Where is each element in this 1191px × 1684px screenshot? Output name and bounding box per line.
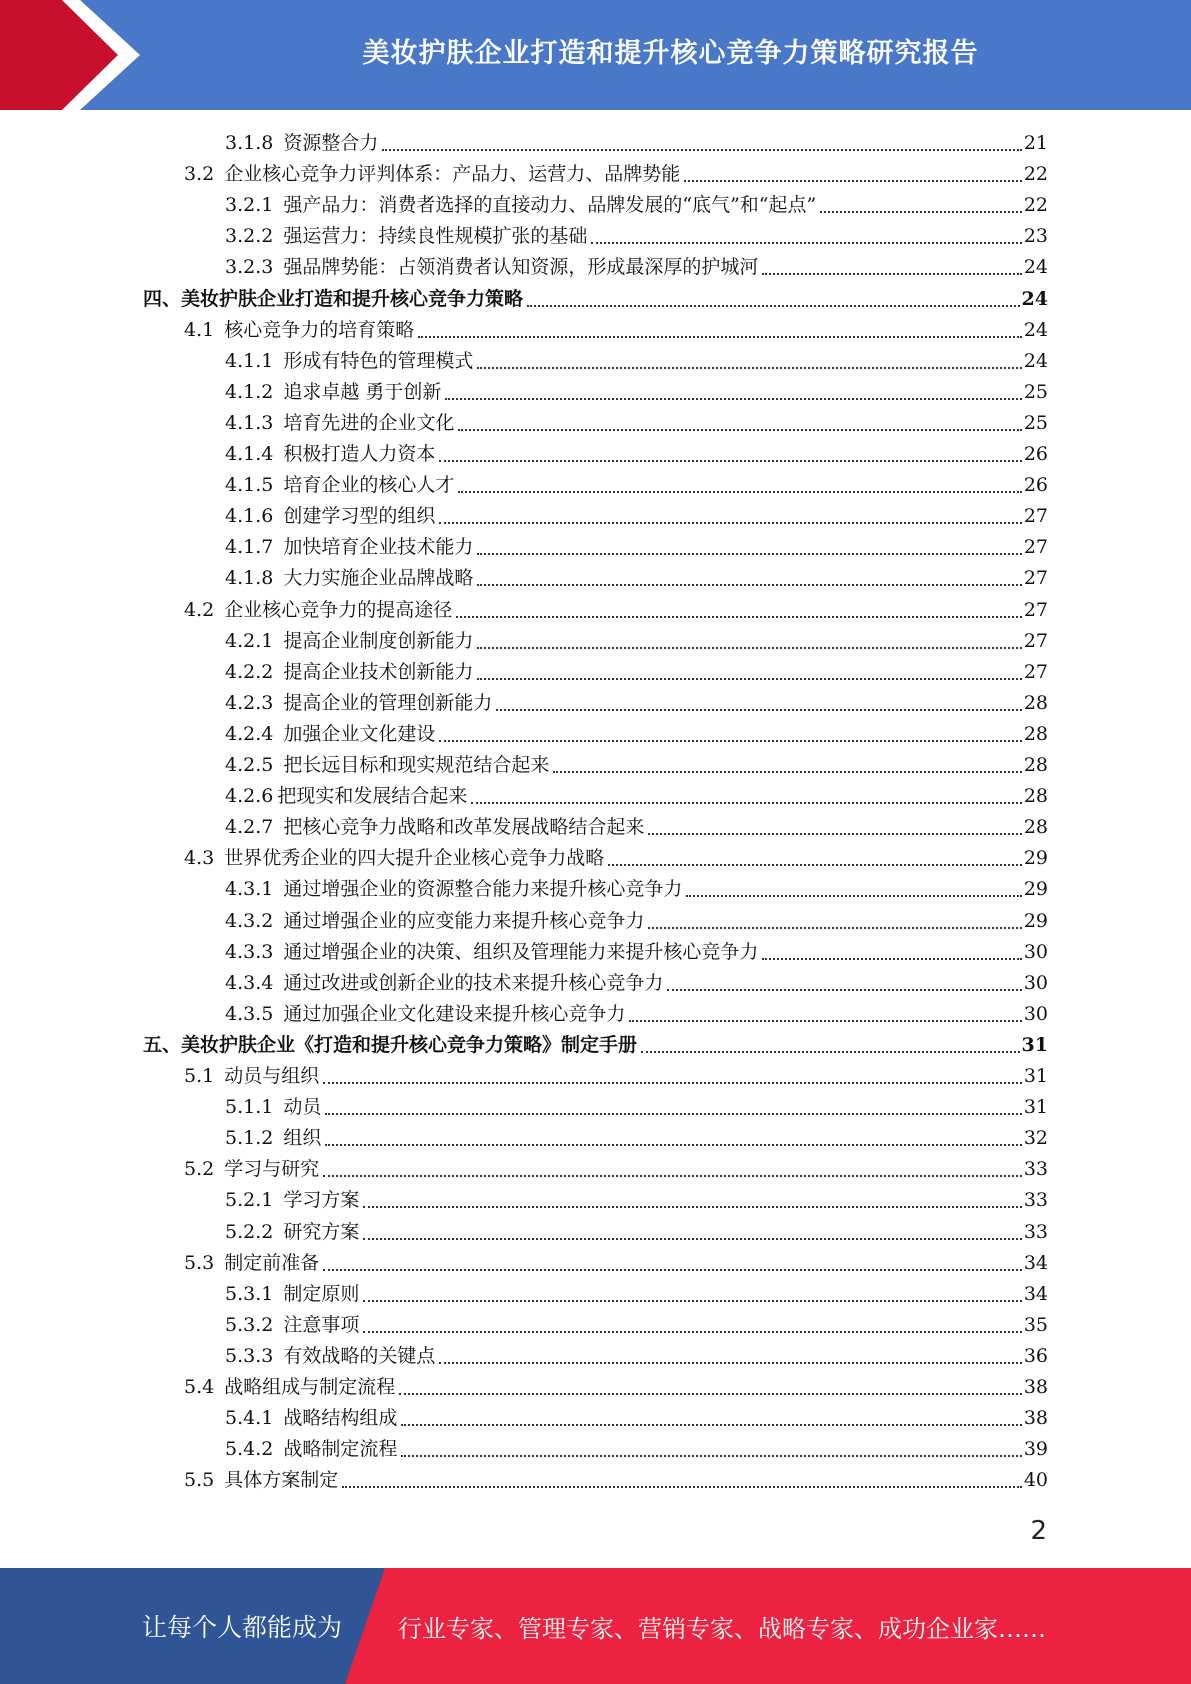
toc-entry[interactable] <box>184 315 1048 346</box>
toc-entry[interactable] <box>184 1248 1048 1279</box>
toc-entry-number: 4.1.6 <box>225 505 274 528</box>
toc-entry-number: 4.2.7 <box>225 816 274 839</box>
toc-entry-number: 4.1 <box>184 318 215 341</box>
toc-entry-number: 3.1.8 <box>225 132 274 154</box>
toc-entry-number: 4.2.6 <box>225 785 274 808</box>
toc-entry-number: 5.1.1 <box>225 1096 274 1119</box>
toc-entry[interactable] <box>225 750 1048 781</box>
toc-leader-dots <box>439 459 1021 462</box>
toc-entry-title: 提高企业制度创新能力 <box>283 629 474 652</box>
toc-entry-page: 28 <box>1023 754 1048 776</box>
toc-entry-number: 5.2.2 <box>225 1220 274 1243</box>
toc-entry[interactable] <box>225 408 1048 439</box>
toc-entry-page: 33 <box>1023 1220 1048 1243</box>
toc-entry-title: 强品牌势能：占领消费者认知资源，形成最深厚的护城河 <box>283 256 759 279</box>
toc-leader-dots <box>401 1454 1021 1457</box>
toc-entry-title: 通过增强企业的应变能力来提升核心竞争力 <box>283 909 645 932</box>
toc-entry-number: 5.3 <box>184 1251 215 1274</box>
toc-entry[interactable] <box>143 284 1048 315</box>
toc-entry-page: 28 <box>1023 785 1048 808</box>
toc-entry-page: 25 <box>1023 380 1048 403</box>
toc-leader-dots <box>820 210 1022 213</box>
toc-entry-number: 5.1.2 <box>225 1127 274 1150</box>
page-footer <box>0 1568 1191 1684</box>
toc-leader-dots <box>477 583 1021 586</box>
toc-leader-dots <box>686 894 1021 897</box>
toc-entry-title: 通过改进或创新企业的技术来提升核心竞争力 <box>283 971 664 994</box>
toc-entry-number: 5.4 <box>184 1376 215 1398</box>
toc-entry-page: 30 <box>1023 971 1048 994</box>
toc-entry-title: 研究方案 <box>283 1220 360 1243</box>
header-chevron-decoration <box>0 0 150 110</box>
toc-entry-title: 企业核心竞争力评判体系：产品力、运营力、品牌势能 <box>224 163 681 186</box>
toc-entry-number: 5.4.2 <box>225 1438 274 1461</box>
toc-leader-dots <box>439 521 1021 524</box>
toc-entry-page: 24 <box>1023 349 1048 372</box>
footer-slogan-right: 行业专家、管理专家、营销专家、战略专家、成功企业家…… <box>398 1614 1046 1643</box>
toc-entry[interactable] <box>184 1372 1048 1403</box>
toc-entry[interactable] <box>225 719 1048 750</box>
toc-leader-dots <box>527 304 1020 307</box>
toc-entry[interactable] <box>225 1310 1048 1341</box>
toc-entry-title: 战略组成与制定流程 <box>224 1376 396 1398</box>
toc-leader-dots <box>439 739 1021 742</box>
toc-entry-page: 24 <box>1021 287 1048 310</box>
toc-entry[interactable] <box>225 501 1048 532</box>
toc-entry-number: 5.1 <box>184 1065 215 1087</box>
toc-entry-number: 4.1.7 <box>225 536 274 559</box>
toc-entry[interactable] <box>225 812 1048 843</box>
report-title: 美妆护肤企业打造和提升核心竞争力策略研究报告 <box>362 37 979 69</box>
toc-entry-title: 强产品力：消费者选择的直接动力、品牌发展的“底气”和“起点” <box>283 194 817 217</box>
toc-entry-number: 4.1.5 <box>225 474 274 497</box>
toc-leader-dots <box>762 272 1021 275</box>
toc-entry[interactable] <box>184 1061 1048 1092</box>
toc-entry-title: 学习与研究 <box>224 1158 320 1181</box>
toc-entry[interactable] <box>225 190 1048 221</box>
toc-leader-dots <box>684 179 1022 182</box>
toc-leader-dots <box>477 366 1021 369</box>
toc-entry-number: 4.2.3 <box>225 691 274 714</box>
toc-entry-title: 动员 <box>283 1096 322 1119</box>
toc-leader-dots <box>325 1112 1021 1115</box>
toc-entry[interactable] <box>225 1434 1048 1465</box>
toc-leader-dots <box>477 646 1021 649</box>
toc-entry[interactable] <box>184 843 1048 874</box>
toc-entry-title: 组织 <box>283 1127 322 1150</box>
toc-entry[interactable] <box>225 1123 1048 1154</box>
toc-entry-title: 通过增强企业的资源整合能力来提升核心竞争力 <box>283 878 683 901</box>
toc-leader-dots <box>629 1019 1021 1022</box>
toc-entry-page: 27 <box>1023 536 1048 559</box>
toc-entry-page: 24 <box>1023 256 1048 279</box>
toc-entry-page: 32 <box>1023 1127 1048 1150</box>
toc-entry-page: 23 <box>1023 225 1048 248</box>
toc-entry-title: 战略制定流程 <box>283 1438 398 1461</box>
toc-entry-title: 大力实施企业品牌战略 <box>283 567 474 590</box>
toc-entry[interactable] <box>225 626 1048 657</box>
toc-entry-page: 34 <box>1023 1251 1048 1274</box>
toc-entry-page: 31 <box>1023 1065 1048 1087</box>
toc-entry-number: 4.1.3 <box>225 411 274 434</box>
toc-entry-page: 26 <box>1023 443 1048 465</box>
toc-entry[interactable] <box>184 159 1048 190</box>
toc-entry-page: 35 <box>1023 1313 1048 1336</box>
toc-entry-page: 22 <box>1023 163 1048 186</box>
toc-entry-page: 25 <box>1023 411 1048 434</box>
toc-entry-page: 28 <box>1023 722 1048 745</box>
toc-entry[interactable] <box>225 999 1048 1030</box>
toc-entry-number: 4.2.5 <box>225 754 274 776</box>
toc-entry-page: 40 <box>1023 1469 1048 1492</box>
toc-entry-page: 29 <box>1023 847 1048 870</box>
toc-entry-number: 4.3 <box>184 847 215 870</box>
toc-entry[interactable] <box>225 906 1048 937</box>
toc-entry-page: 26 <box>1023 474 1048 497</box>
toc-entry-title: 世界优秀企业的四大提升企业核心竞争力战略 <box>224 847 605 870</box>
toc-leader-dots <box>418 335 1022 338</box>
toc-leader-dots <box>458 428 1021 431</box>
toc-entry-title: 通过加强企业文化建设来提升核心竞争力 <box>283 1002 626 1025</box>
toc-leader-dots <box>477 552 1021 555</box>
toc-entry-number: 5.3.3 <box>225 1344 274 1367</box>
toc-leader-dots <box>363 1237 1021 1240</box>
toc-entry[interactable] <box>225 221 1048 252</box>
toc-entry-page: 27 <box>1023 629 1048 652</box>
toc-entry[interactable] <box>184 1465 1048 1496</box>
toc-leader-dots <box>399 1392 1022 1395</box>
toc-entry[interactable] <box>225 252 1048 283</box>
toc-entry-number: 4.1.1 <box>225 349 274 372</box>
toc-entry-title: 培育企业的核心人才 <box>283 474 455 497</box>
toc-entry-title: 五、美妆护肤企业《打造和提升核心竞争力策略》制定手册 <box>143 1033 638 1056</box>
toc-entry-page: 29 <box>1023 878 1048 901</box>
toc-entry-page: 36 <box>1023 1344 1048 1367</box>
toc-entry-title: 核心竞争力的培育策略 <box>224 318 415 341</box>
toc-leader-dots <box>323 1268 1022 1271</box>
toc-entry-page: 38 <box>1023 1407 1048 1430</box>
toc-entry-page: 31 <box>1023 1096 1048 1119</box>
toc-entry-page: 27 <box>1023 567 1048 590</box>
toc-entry-page: 28 <box>1023 691 1048 714</box>
toc-entry-page: 33 <box>1023 1189 1048 1212</box>
page-header <box>0 0 1191 110</box>
toc-leader-dots <box>641 1050 1020 1053</box>
toc-leader-dots <box>325 1143 1021 1146</box>
toc-entry-title: 把长远目标和现实规范结合起来 <box>283 754 550 776</box>
toc-leader-dots <box>439 1361 1021 1364</box>
toc-entry-page: 30 <box>1023 1002 1048 1025</box>
toc-entry-number: 4.2.2 <box>225 660 274 683</box>
toc-entry-number: 3.2 <box>184 163 215 186</box>
toc-leader-dots <box>667 988 1021 991</box>
toc-entry-number: 4.3.4 <box>225 971 274 994</box>
toc-entry-number: 4.1.4 <box>225 443 274 465</box>
toc-entry-page: 22 <box>1023 194 1048 217</box>
toc-entry[interactable] <box>143 1030 1048 1061</box>
toc-entry-title: 制定前准备 <box>224 1251 320 1274</box>
toc-entry-title: 创建学习型的组织 <box>283 505 436 528</box>
toc-leader-dots <box>445 397 1021 400</box>
toc-entry-title: 强运营力：持续良性规模扩张的基础 <box>283 225 588 248</box>
toc-entry-title: 战略结构组成 <box>283 1407 398 1430</box>
toc-entry[interactable] <box>225 781 1048 812</box>
toc-entry-title: 把核心竞争力战略和改革发展战略结合起来 <box>283 816 645 839</box>
toc-entry[interactable] <box>225 688 1048 719</box>
toc-entry-title: 学习方案 <box>283 1189 360 1212</box>
toc-entry-page: 21 <box>1023 132 1048 154</box>
toc-entry-number: 4.1.2 <box>225 380 274 403</box>
toc-entry-title: 注意事项 <box>283 1313 360 1336</box>
toc-entry[interactable] <box>225 532 1048 563</box>
toc-entry-number: 4.3.2 <box>225 909 274 932</box>
toc-entry-title: 形成有特色的管理模式 <box>283 349 474 372</box>
toc-leader-dots <box>496 708 1021 711</box>
toc-entry-page: 38 <box>1023 1376 1048 1398</box>
toc-entry-number: 5.5 <box>184 1469 215 1492</box>
toc-entry-number: 3.2.3 <box>225 256 274 279</box>
toc-entry-number: 5.3.1 <box>225 1282 274 1305</box>
toc-entry-page: 24 <box>1023 318 1048 341</box>
toc-leader-dots <box>458 490 1021 493</box>
toc-entry-title: 加快培育企业技术能力 <box>283 536 474 559</box>
toc-entry[interactable] <box>225 439 1048 470</box>
toc-leader-dots <box>363 1330 1021 1333</box>
toc-entry[interactable] <box>225 874 1048 905</box>
toc-entry-page: 39 <box>1023 1438 1048 1461</box>
toc-entry[interactable] <box>225 657 1048 688</box>
toc-leader-dots <box>591 241 1021 244</box>
page-number: 2 <box>1030 1516 1047 1546</box>
toc-entry-title: 把现实和发展结合起来 <box>277 785 468 808</box>
toc-leader-dots <box>363 1299 1021 1302</box>
toc-leader-dots <box>323 1174 1022 1177</box>
toc-entry-title: 通过增强企业的决策、组织及管理能力来提升核心竞争力 <box>283 940 759 963</box>
toc-leader-dots <box>477 677 1021 680</box>
toc-entry-number: 5.3.2 <box>225 1313 274 1336</box>
toc-leader-dots <box>553 770 1021 773</box>
toc-entry-title: 动员与组织 <box>224 1065 320 1087</box>
toc-entry-number: 5.4.1 <box>225 1407 274 1430</box>
toc-entry-number: 4.3.3 <box>225 940 274 963</box>
toc-entry-title: 四、美妆护肤企业打造和提升核心竞争力策略 <box>143 287 524 310</box>
toc-entry-number: 3.2.2 <box>225 225 274 248</box>
toc-entry[interactable] <box>225 1092 1048 1123</box>
toc-entry-title: 企业核心竞争力的提高途径 <box>224 598 453 621</box>
toc-entry-number: 4.3.5 <box>225 1002 274 1025</box>
toc-entry-title: 提高企业技术创新能力 <box>283 660 474 683</box>
toc-entry-page: 29 <box>1023 909 1048 932</box>
toc-entry-page: 27 <box>1023 598 1048 621</box>
toc-entry-number: 4.2.1 <box>225 629 274 652</box>
toc-entry-title: 积极打造人力资本 <box>283 443 436 465</box>
toc-leader-dots <box>363 1205 1021 1208</box>
toc-entry[interactable] <box>225 128 1048 159</box>
toc-entry-number: 4.1.8 <box>225 567 274 590</box>
toc-leader-dots <box>648 832 1021 835</box>
toc-leader-dots <box>382 148 1021 151</box>
toc-entry-page: 27 <box>1023 505 1048 528</box>
toc-entry[interactable] <box>225 1341 1048 1372</box>
toc-entry-title: 有效战略的关键点 <box>283 1344 436 1367</box>
toc-entry-page: 34 <box>1023 1282 1048 1305</box>
toc-entry[interactable] <box>225 1217 1048 1248</box>
toc-entry-title: 追求卓越 勇于创新 <box>283 380 442 403</box>
toc-entry-number: 5.2 <box>184 1158 215 1181</box>
toc-leader-dots <box>762 957 1021 960</box>
toc-leader-dots <box>323 1081 1022 1084</box>
toc-entry-title: 提高企业的管理创新能力 <box>283 691 493 714</box>
toc-entry-number: 3.2.1 <box>225 194 274 217</box>
toc-entry[interactable] <box>225 1403 1048 1434</box>
toc-entry-title: 加强企业文化建设 <box>283 722 436 745</box>
toc-entry-number: 5.2.1 <box>225 1189 274 1212</box>
toc-entry-page: 30 <box>1023 940 1048 963</box>
toc-entry-number: 4.2 <box>184 598 215 621</box>
toc-leader-dots <box>608 863 1022 866</box>
toc-entry[interactable] <box>225 1279 1048 1310</box>
toc-entry[interactable] <box>225 968 1048 999</box>
toc-entry[interactable] <box>184 1154 1048 1185</box>
toc-entry-number: 4.3.1 <box>225 878 274 901</box>
toc-entry-page: 33 <box>1023 1158 1048 1181</box>
toc-entry-title: 制定原则 <box>283 1282 360 1305</box>
toc-entry-title: 培育先进的企业文化 <box>283 411 455 434</box>
toc-entry[interactable] <box>225 377 1048 408</box>
toc-entry[interactable] <box>225 563 1048 594</box>
toc-leader-dots <box>648 926 1021 929</box>
footer-slogan-left: 让每个人都能成为 <box>142 1613 343 1642</box>
toc-leader-dots <box>456 615 1022 618</box>
toc-entry[interactable] <box>184 595 1048 626</box>
toc-leader-dots <box>401 1423 1021 1426</box>
toc-entry[interactable] <box>225 937 1048 968</box>
toc-entry-page: 27 <box>1023 660 1048 683</box>
toc-entry-page: 31 <box>1021 1033 1048 1056</box>
toc-entry-page: 28 <box>1023 816 1048 839</box>
toc-entry[interactable] <box>225 346 1048 377</box>
toc-entry[interactable] <box>225 1185 1048 1216</box>
toc-entry[interactable] <box>225 470 1048 501</box>
toc-entry-number: 4.2.4 <box>225 722 274 745</box>
toc-leader-dots <box>342 1485 1022 1488</box>
toc-leader-dots <box>471 801 1021 804</box>
toc-entry-title: 资源整合力 <box>283 132 379 154</box>
toc-entry-title: 具体方案制定 <box>224 1469 339 1492</box>
